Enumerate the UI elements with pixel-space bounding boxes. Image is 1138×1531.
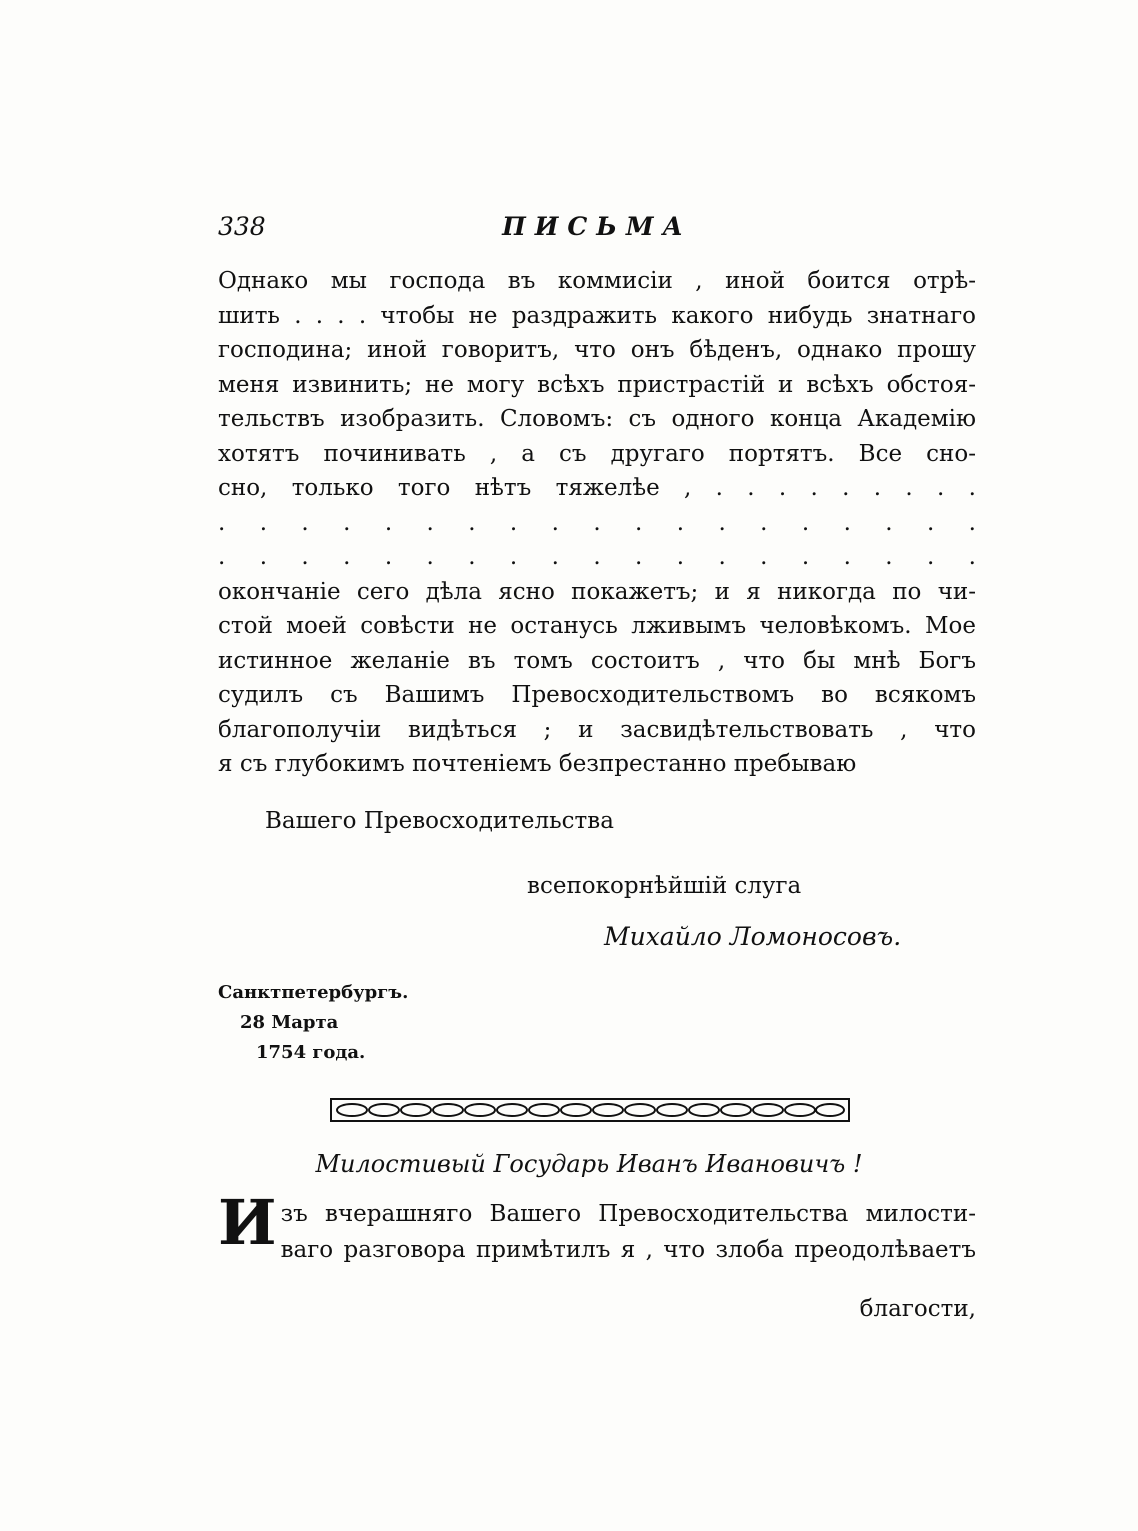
place: Санктпетербургъ. bbox=[218, 982, 409, 1003]
running-head: ПИСЬМА bbox=[502, 212, 692, 241]
page-number: 338 bbox=[218, 212, 266, 241]
text-line: господина; иной говоритъ, что онъ бѣденъ, однако прошу bbox=[218, 337, 976, 363]
text-line: благополучiи видѣться ; и засвидѣтельствовать , что bbox=[218, 716, 976, 743]
closing-servant: всепокорнѣйшiй слуга bbox=[527, 873, 802, 899]
text-line: я съ глубокимъ почтенiемъ безпрестанно пребываю bbox=[218, 751, 857, 777]
page-header bbox=[218, 212, 976, 252]
text-line: Однако мы господа въ коммисiи , иной боится отрѣ- bbox=[218, 268, 976, 294]
letter-body bbox=[218, 264, 976, 782]
ornament-divider bbox=[330, 1097, 850, 1123]
ellipsis-line: . . . . . . . . . . . . . . . . . . . bbox=[218, 509, 976, 536]
closing-address: Вашего Превосходительства bbox=[265, 808, 614, 834]
text-line: судилъ съ Вашимъ Превосходительствомъ во всякомъ bbox=[218, 682, 976, 708]
text-line: окончанiе сего дѣла ясно покажетъ; и я никогда по чи- bbox=[218, 578, 976, 605]
text-line: тельствъ изобразить. Словомъ: съ одного конца Академiю bbox=[218, 406, 976, 432]
text-line: истинное желанiе въ томъ состоитъ , что бы мнѣ Богъ bbox=[218, 647, 976, 674]
text-line: хотятъ починивать , а съ другаго портятъ. Все сно- bbox=[218, 440, 976, 467]
second-letter-body bbox=[218, 1186, 976, 1268]
catchword: благости, bbox=[859, 1296, 976, 1322]
ellipsis-line: . . . . . . . . . . . . . . . . . . . bbox=[218, 544, 976, 570]
date-year: 1754 года. bbox=[256, 1042, 366, 1063]
date-day-month: 28 Марта bbox=[240, 1012, 339, 1033]
text-line: сно, только того нѣтъ тяжелѣе , . . . . . . . . . bbox=[218, 475, 976, 501]
text-line: шить . . . . чтобы не раздражить какого нибудь знатнаго bbox=[218, 302, 976, 329]
text-line: зъ вчерашняго Вашего Превосходительства милости- bbox=[280, 1201, 976, 1227]
text-line: стой моей совѣсти не останусь лживымъ человѣкомъ. Мое bbox=[218, 613, 976, 639]
text-line: ваго разговора примѣтилъ я , что злоба преодолѣваетъ bbox=[280, 1237, 976, 1263]
salutation: Милостивый Государь Иванъ Ивановичъ ! bbox=[315, 1150, 863, 1178]
place-date bbox=[218, 978, 408, 1068]
drop-cap: И bbox=[218, 1186, 277, 1259]
text-line: меня извинить; не могу всѣхъ пристрастiй и всѣхъ обстоя- bbox=[218, 371, 976, 398]
signature: Михайло Ломоносовъ. bbox=[604, 922, 902, 951]
